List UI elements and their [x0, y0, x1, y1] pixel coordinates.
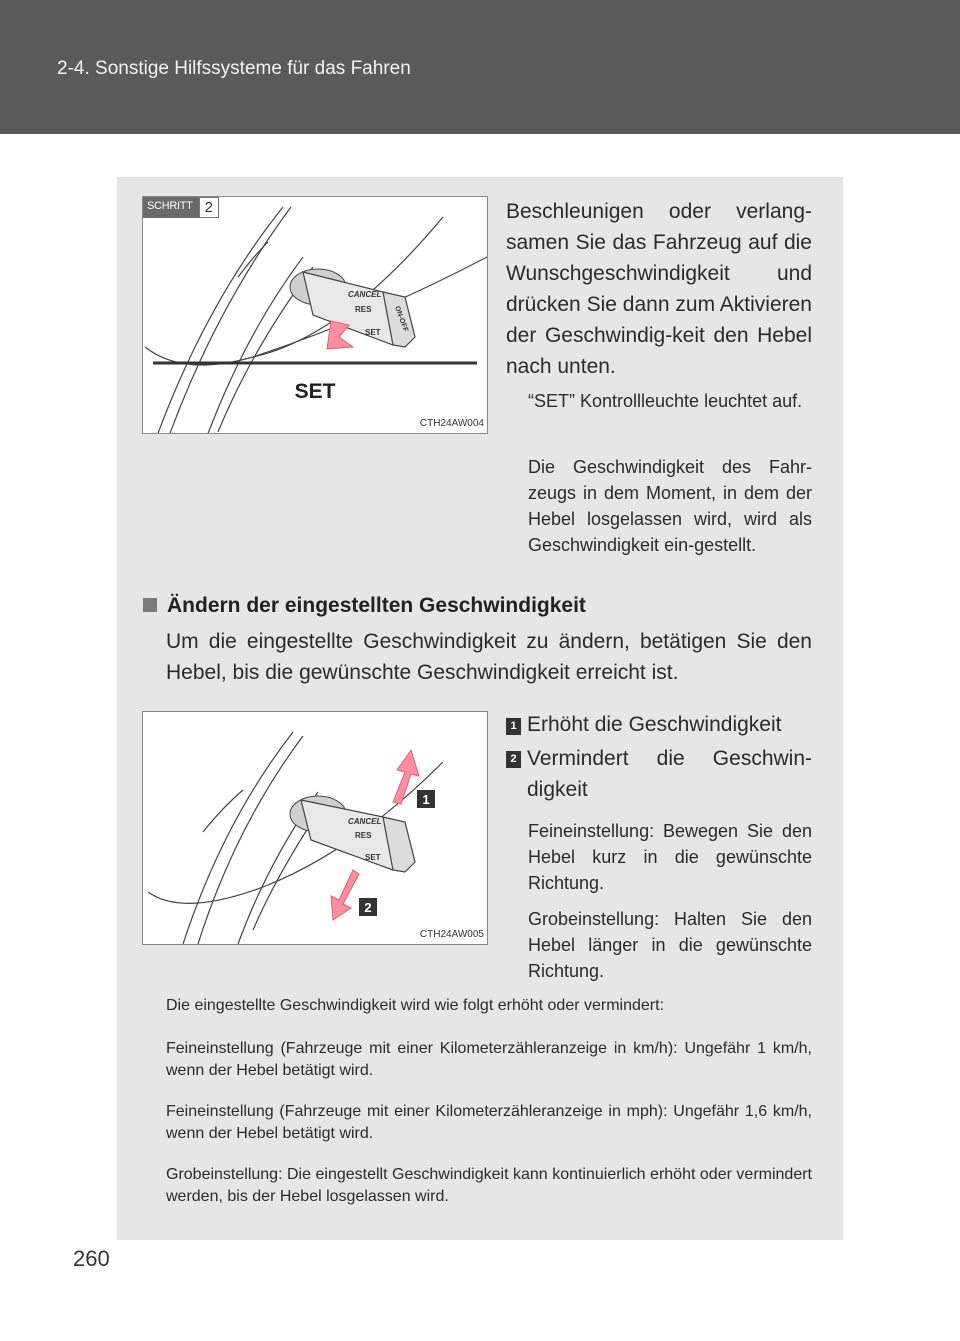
figure-code: CTH24AW005	[419, 929, 484, 940]
legend-item-1-text: Erhöht die Geschwindigkeit	[527, 713, 782, 736]
page-number: 260	[73, 1246, 110, 1271]
details-paragraph-3: Feineinstellung (Fahrzeuge mit einer Kilometerzähleranzeige in mph): Ungefähr 1,6 km/h, wenn der Hebel betätigt wird.	[166, 1103, 812, 1142]
details-paragraph-2: Feineinstellung (Fahrzeuge mit einer Kilometerzähleranzeige in km/h): Ungefähr 1 km/h, wenn der Hebel betätigt wird.	[166, 1040, 812, 1079]
details-paragraph-1: Die eingestellte Geschwindigkeit wird wie folgt erhöht oder vermindert:	[166, 997, 665, 1014]
down-arrow-icon	[327, 321, 353, 349]
lever-cancel-label: CANCEL	[348, 290, 382, 299]
legend-item-2-text: Vermindert die Geschwin-digkeit	[527, 747, 812, 801]
lever-res-label: RES	[355, 305, 372, 314]
down-arrow-icon	[331, 870, 359, 920]
step-label: SCHRITT	[143, 197, 199, 218]
section-title: 2-4. Sonstige Hilfssysteme für das Fahren	[57, 58, 411, 79]
set-caption: SET	[294, 380, 336, 403]
number-2-icon: 2	[506, 751, 521, 768]
section-intro: Um die eingestellte Geschwindigkeit zu ändern, betätigen Sie den Hebel, bis die gewünschte Geschwindigkeit erreicht ist.	[166, 630, 812, 684]
lever-set-label: SET	[365, 328, 381, 337]
heading-text: Ändern der eingestellten Geschwindigkeit	[167, 594, 586, 617]
callout-2: 2	[364, 900, 372, 915]
fine-adjust-note: Feineinstellung: Bewegen Sie den Hebel kurz in die gewünschte Richtung.	[528, 821, 812, 893]
figure-code: CTH24AW004	[419, 418, 484, 429]
lever2-cancel-label: CANCEL	[348, 817, 382, 826]
details-paragraph-4: Grobeinstellung: Die eingestellt Geschwindigkeit kann kontinuierlich erhöht oder vermindert werden, bis der Hebel losgelassen wird.	[166, 1166, 812, 1205]
callout-1: 1	[422, 792, 430, 807]
coarse-adjust-note: Grobeinstellung: Halten Sie den Hebel länger in die gewünschte Richtung.	[528, 909, 812, 981]
step-note-2: Die Geschwindigkeit des Fahr-zeugs in dem Moment, in dem der Hebel losgelassen wird, wird als Geschwindigkeit ein-gestellt.	[528, 457, 812, 555]
lever-adjust-illustration	[143, 712, 487, 944]
step-instruction: Beschleunigen oder verlang-samen Sie das Fahrzeug auf die Wunschgeschwindigkeit und drücken Sie dann zum Aktivieren der Geschwindig-keit den Hebel nach unten.	[506, 200, 812, 378]
square-bullet-icon	[143, 598, 157, 612]
step-badge	[143, 197, 219, 218]
number-1-icon: 1	[506, 718, 521, 735]
lever-onoff-label: ON-OFF	[393, 305, 409, 333]
step-note-1: “SET” Kontrollleuchte leuchtet auf.	[528, 391, 803, 411]
figure-adjust-lever	[142, 711, 488, 945]
legend-item-2	[506, 743, 812, 805]
page-header	[0, 0, 960, 134]
lever2-set-label: SET	[365, 853, 381, 862]
lever2-res-label: RES	[355, 831, 372, 840]
figure-set-lever	[142, 196, 488, 434]
step-number: 2	[199, 197, 219, 218]
section-heading	[143, 594, 586, 618]
legend-item-1	[506, 709, 812, 740]
